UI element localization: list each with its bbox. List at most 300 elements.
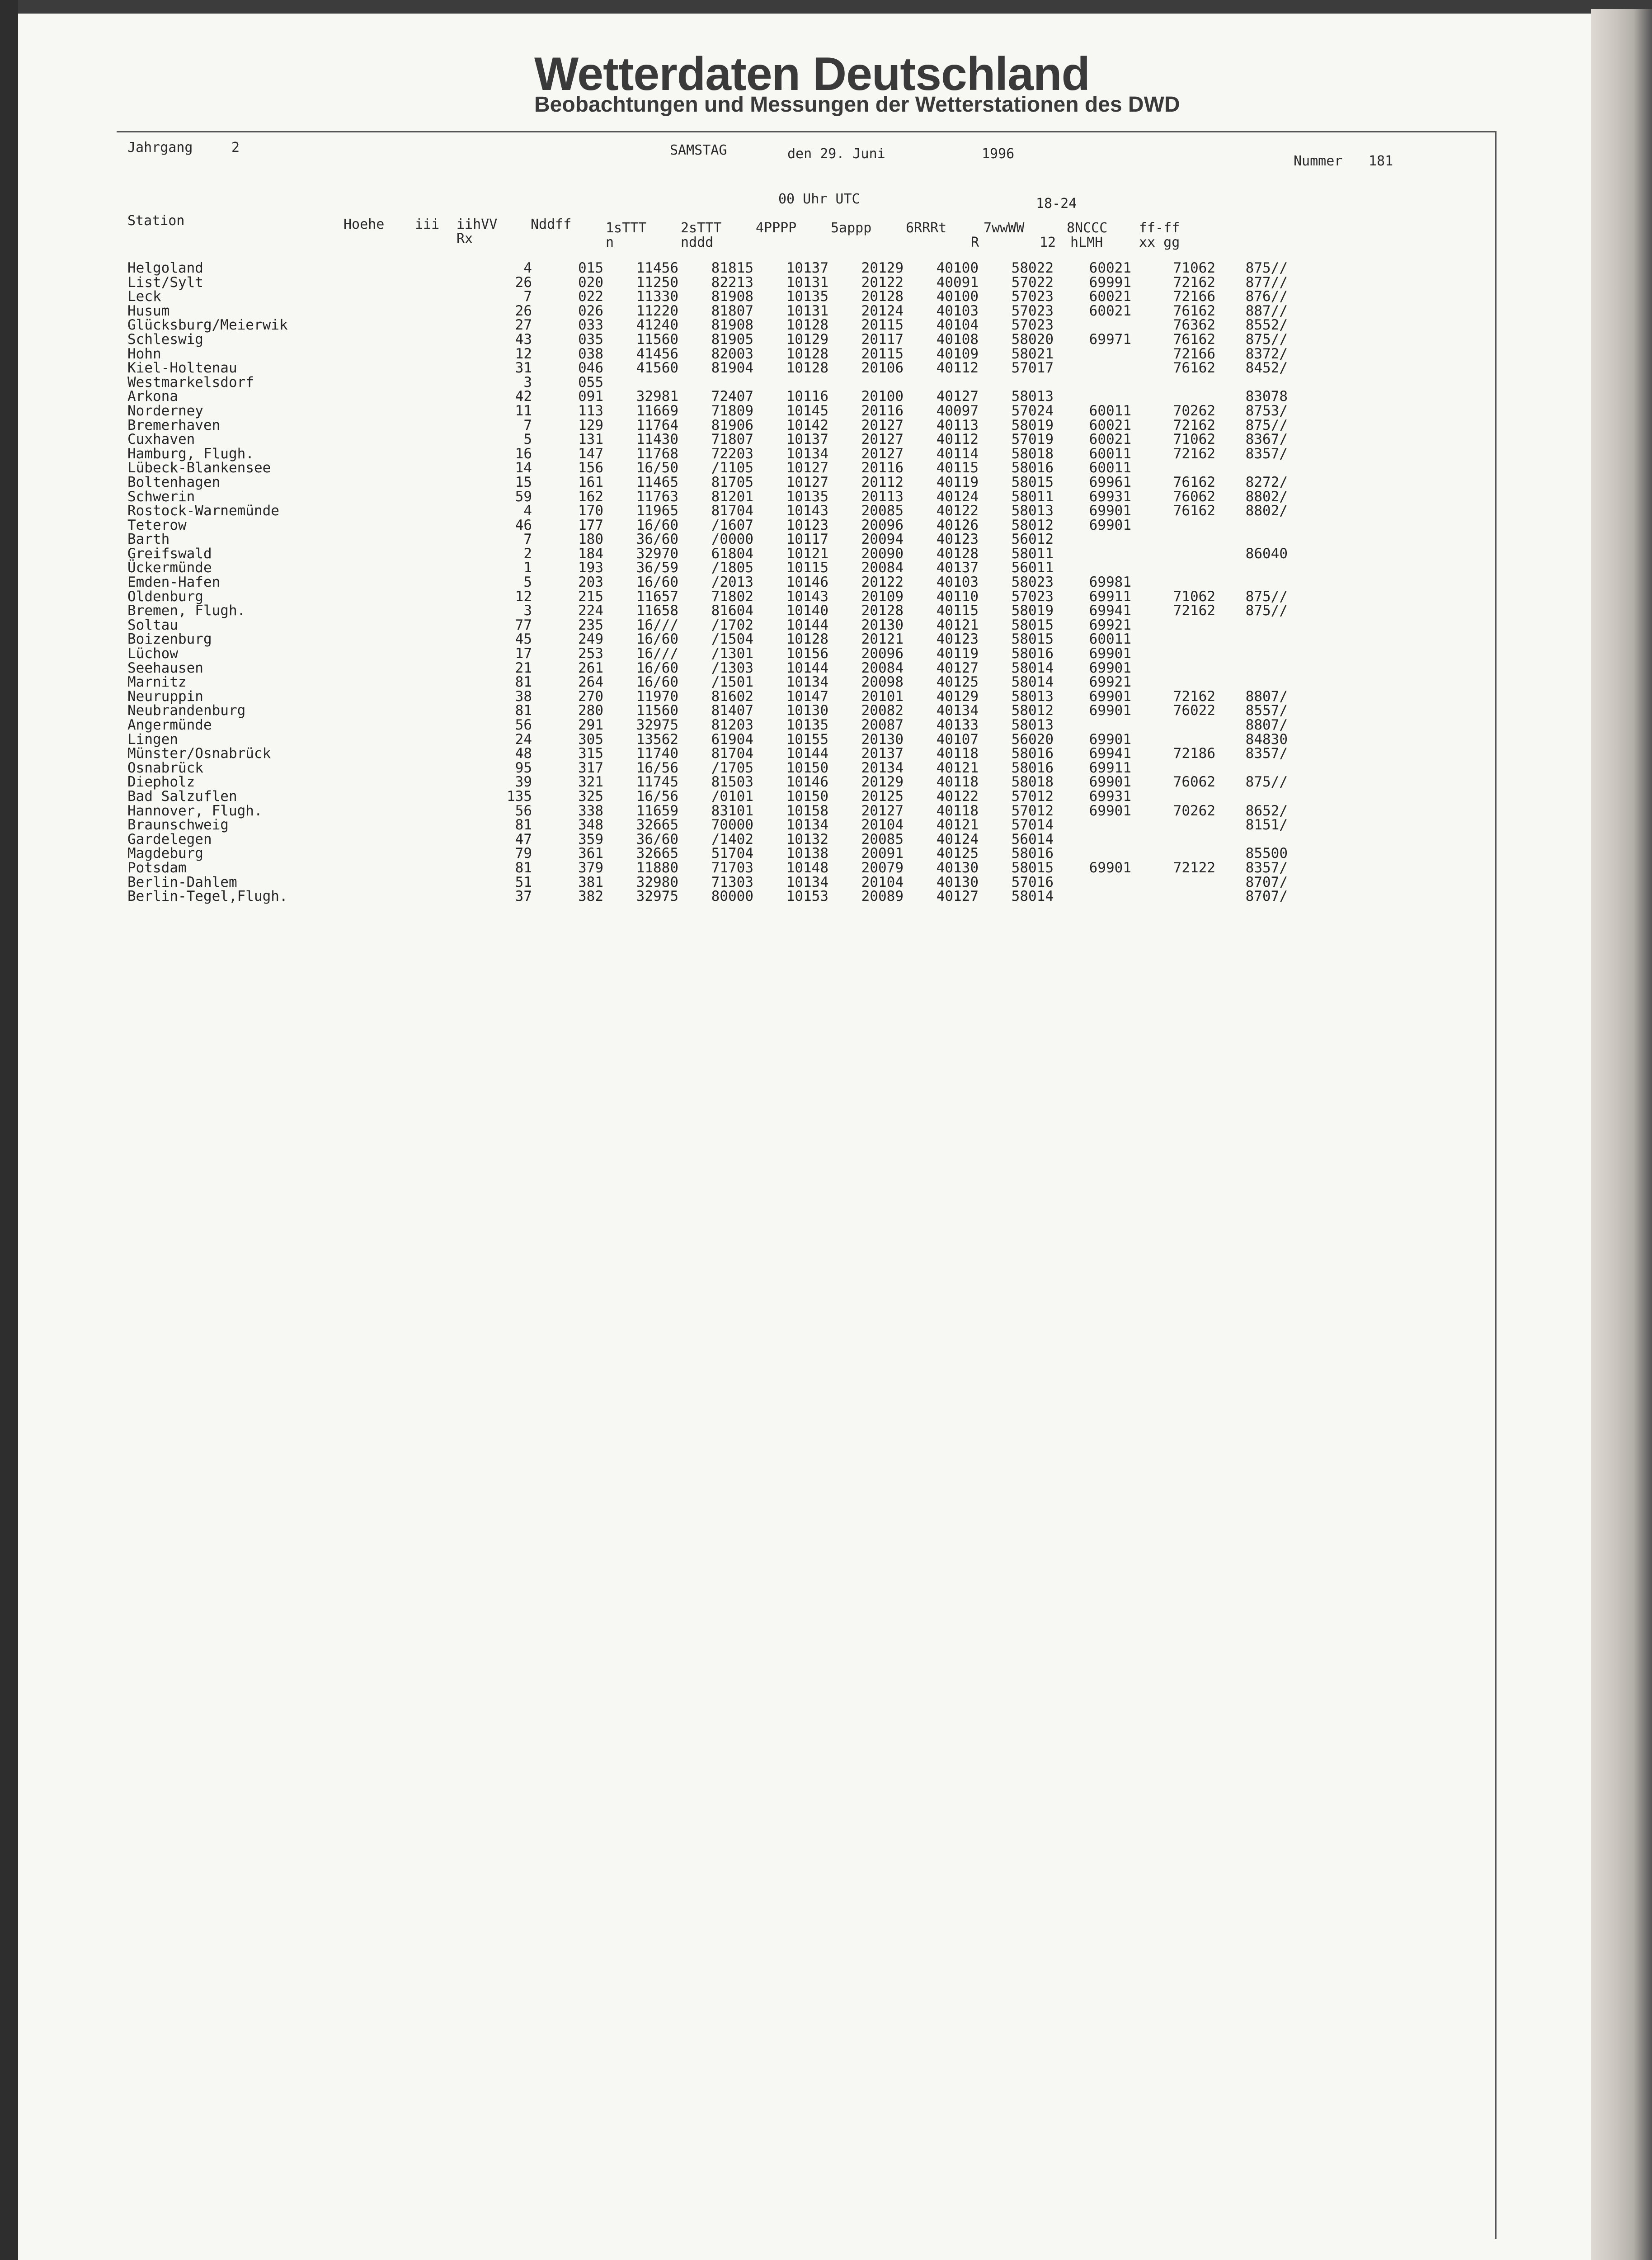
group-1sttt: 10123 (786, 517, 828, 533)
station-height: 14 (515, 460, 532, 476)
station-name: Potsdam (127, 859, 187, 876)
station-height: 5 (523, 574, 532, 591)
group-6rrrt: 69901 (1089, 731, 1131, 748)
group-gg (1342, 790, 1387, 804)
time-label: 00 Uhr UTC (778, 191, 860, 207)
station-marker (532, 532, 550, 547)
group-4pppp: 40114 (936, 445, 979, 462)
table-row (0, 833, 1387, 847)
station-height: 37 (515, 888, 532, 905)
station-iii: 035 (578, 331, 603, 348)
group-8nccc (1215, 833, 1288, 847)
group-7wwww: 71062 (1173, 431, 1215, 448)
group-gg (1342, 761, 1387, 776)
group-4pppp: 40126 (936, 517, 979, 533)
group-ff (1288, 790, 1342, 804)
group-6rrrt (1054, 361, 1131, 376)
group-5appp: 57023 (1011, 302, 1054, 319)
group-nddff: 82213 (711, 274, 753, 291)
group-iihvv: 13562 (636, 731, 678, 748)
station-iii: 162 (578, 488, 603, 505)
group-nddff: 80000 (711, 888, 753, 905)
group-6rrrt: 69931 (1089, 788, 1131, 805)
group-iihvv: 11659 (636, 802, 678, 819)
group-7wwww: 76062 (1173, 774, 1215, 791)
group-5appp: 58013 (1011, 717, 1054, 733)
table-row (0, 747, 1387, 761)
station-name: Hannover, Flugh. (127, 802, 263, 819)
group-iihvv: 36/60 (636, 831, 678, 848)
group-8nccc: 8357/ (1245, 445, 1288, 462)
group-ff (1288, 861, 1342, 876)
station-height: 81 (515, 702, 532, 719)
group-5appp: 58019 (1011, 417, 1054, 433)
group-7wwww (1131, 818, 1215, 833)
group-7wwww: 76162 (1173, 360, 1215, 377)
station-iii: 131 (578, 431, 603, 448)
observation-rows (0, 261, 1387, 904)
station-marker (532, 547, 550, 561)
group-5appp: 58016 (1011, 759, 1054, 776)
group-6rrrt (1054, 532, 1131, 547)
group-1sttt: 10129 (786, 331, 828, 348)
group-2sttt: 20113 (861, 488, 904, 505)
group-gg (1342, 376, 1387, 390)
group-gg (1342, 561, 1387, 575)
station-marker (532, 718, 550, 733)
group-gg (1342, 490, 1387, 504)
group-gg (1342, 318, 1387, 333)
group-1sttt: 10131 (786, 302, 828, 319)
group-ff (1288, 261, 1342, 276)
group-iihvv: 16/// (636, 617, 678, 633)
station-height: 81 (515, 859, 532, 876)
group-4pppp: 40108 (936, 331, 979, 348)
group-iihvv: 16/60 (636, 517, 678, 533)
station-iii: 305 (578, 731, 603, 748)
table-row (0, 861, 1387, 876)
station-marker (532, 604, 550, 618)
station-iii: 321 (578, 774, 603, 791)
group-8nccc (1215, 618, 1288, 633)
station-name: Neubrandenburg (127, 702, 246, 719)
station-iii: 224 (578, 603, 603, 619)
group-gg (1342, 675, 1387, 690)
group-ff (1288, 390, 1342, 404)
group-7wwww (1131, 376, 1215, 390)
col-7wwww-sub: 12 (1040, 235, 1056, 250)
group-2sttt: 20134 (861, 759, 904, 776)
group-6rrrt (1054, 347, 1131, 362)
group-ff (1288, 304, 1342, 319)
group-ff (1288, 532, 1342, 547)
group-2sttt: 20098 (861, 674, 904, 691)
group-6rrrt: 69991 (1089, 274, 1131, 291)
group-7wwww: 72162 (1173, 603, 1215, 619)
station-iii: 291 (578, 717, 603, 733)
group-1sttt: 10134 (786, 817, 828, 833)
station-height: 45 (515, 631, 532, 648)
table-row (0, 461, 1387, 476)
group-iihvv: 11560 (636, 331, 678, 348)
group-7wwww (1131, 532, 1215, 547)
group-8nccc (1215, 632, 1288, 647)
group-6rrrt: 60021 (1089, 417, 1131, 433)
table-row (0, 261, 1387, 276)
group-iihvv: 11430 (636, 431, 678, 448)
group-2sttt: 20096 (861, 645, 904, 662)
table-row (0, 504, 1387, 518)
group-2sttt: 20121 (861, 631, 904, 648)
group-1sttt: 10140 (786, 603, 828, 619)
table-row (0, 761, 1387, 776)
group-7wwww: 71062 (1173, 588, 1215, 605)
group-7wwww (1131, 661, 1215, 676)
group-iihvv: 11880 (636, 859, 678, 876)
group-2sttt: 20084 (861, 659, 904, 676)
station-marker (532, 390, 550, 404)
group-4pppp: 40130 (936, 859, 979, 876)
group-gg (1342, 718, 1387, 733)
station-marker (532, 447, 550, 461)
group-ff (1288, 661, 1342, 676)
group-gg (1342, 461, 1387, 476)
group-4pppp: 40115 (936, 460, 979, 476)
station-marker (532, 333, 550, 347)
station-height: 24 (515, 731, 532, 748)
group-8nccc (1215, 575, 1288, 590)
station-marker (532, 419, 550, 433)
table-row (0, 575, 1387, 590)
group-7wwww (1131, 618, 1215, 633)
group-7wwww: 76062 (1173, 488, 1215, 505)
group-nddff (678, 376, 753, 390)
weekday: SAMSTAG (670, 142, 727, 158)
group-4pppp: 40127 (936, 888, 979, 905)
group-nddff: 70000 (711, 817, 753, 833)
group-1sttt: 10147 (786, 688, 828, 705)
group-iihvv: 11965 (636, 503, 678, 519)
station-marker (532, 361, 550, 376)
station-marker (532, 304, 550, 319)
group-2sttt: 20100 (861, 388, 904, 405)
station-iii: 180 (578, 531, 603, 548)
station-height: 95 (515, 759, 532, 776)
group-nddff: 72203 (711, 445, 753, 462)
group-iihvv: 16/// (636, 645, 678, 662)
group-7wwww (1131, 461, 1215, 476)
station-iii: 113 (578, 402, 603, 419)
station-height: 21 (515, 659, 532, 676)
group-iihvv: 32975 (636, 717, 678, 733)
group-ff (1288, 847, 1342, 861)
group-ff (1288, 461, 1342, 476)
col-nddff: Nddff (531, 217, 572, 232)
station-marker (532, 704, 550, 718)
group-gg (1342, 861, 1387, 876)
station-marker (532, 747, 550, 761)
station-marker (532, 690, 550, 704)
station-iii: 129 (578, 417, 603, 433)
col-ff: ff-ff (1139, 220, 1180, 236)
table-row (0, 419, 1387, 433)
group-7wwww (1131, 547, 1215, 561)
group-1sttt: 10132 (786, 831, 828, 848)
group-1sttt: 10135 (786, 717, 828, 733)
group-ff (1288, 632, 1342, 647)
station-name: Boizenburg (127, 631, 212, 648)
masthead-subtitle: Beobachtungen und Messungen der Wetterstationen des DWD (534, 93, 1180, 117)
group-2sttt: 20128 (861, 603, 904, 619)
group-6rrrt: 60011 (1089, 445, 1131, 462)
group-4pppp: 40112 (936, 431, 979, 448)
group-6rrrt (1054, 876, 1131, 890)
group-ff (1288, 361, 1342, 376)
group-2sttt: 20127 (861, 802, 904, 819)
group-gg (1342, 847, 1387, 861)
group-4pppp: 40134 (936, 702, 979, 719)
group-iihvv: 11330 (636, 288, 678, 305)
station-name: Helgoland (127, 260, 203, 276)
table-row (0, 361, 1387, 376)
group-6rrrt: 69911 (1089, 588, 1131, 605)
table-row (0, 704, 1387, 718)
station-iii: 317 (578, 759, 603, 776)
table-row (0, 304, 1387, 319)
group-iihvv: 11657 (636, 588, 678, 605)
group-ff (1288, 376, 1342, 390)
group-nddff: /1504 (711, 631, 753, 648)
group-1sttt: 10137 (786, 260, 828, 276)
group-ff (1288, 733, 1342, 747)
station-iii: 359 (578, 831, 603, 848)
group-5appp: 57024 (1011, 402, 1054, 419)
group-ff (1288, 333, 1342, 347)
group-4pppp: 40097 (936, 402, 979, 419)
group-gg (1342, 333, 1387, 347)
station-name: Neuruppin (127, 688, 203, 705)
group-8nccc: 86040 (1245, 545, 1288, 562)
group-5appp: 57023 (1011, 288, 1054, 305)
group-4pppp: 40104 (936, 317, 979, 334)
station-iii: 235 (578, 617, 603, 633)
group-6rrrt: 69901 (1089, 802, 1131, 819)
group-nddff: 81904 (711, 360, 753, 377)
group-5appp: 58013 (1011, 388, 1054, 405)
group-ff (1288, 675, 1342, 690)
station-marker (532, 376, 550, 390)
col-6rrrt-sub: R (971, 235, 979, 250)
group-6rrrt: 69901 (1089, 645, 1131, 662)
group-8nccc: 875// (1245, 603, 1288, 619)
station-height: 135 (507, 788, 532, 805)
group-5appp: 58014 (1011, 888, 1054, 905)
group-8nccc: 8372/ (1245, 345, 1288, 362)
group-nddff: /1805 (711, 560, 753, 576)
station-iii: 015 (578, 260, 603, 276)
group-gg (1342, 532, 1387, 547)
group-7wwww: 72122 (1173, 859, 1215, 876)
col-2sttt: 2sTTT (681, 220, 722, 236)
table-row (0, 290, 1387, 304)
station-iii: 261 (578, 659, 603, 676)
group-5appp: 58016 (1011, 845, 1054, 862)
group-6rrrt: 60021 (1089, 431, 1131, 448)
group-5appp: 58015 (1011, 631, 1054, 648)
group-5appp: 57022 (1011, 274, 1054, 291)
group-2sttt: 20084 (861, 560, 904, 576)
group-8nccc: 8272/ (1245, 474, 1288, 490)
group-1sttt: 10131 (786, 274, 828, 291)
group-4pppp: 40133 (936, 717, 979, 733)
group-7wwww: 72162 (1173, 688, 1215, 705)
station-iii: 338 (578, 802, 603, 819)
group-2sttt: 20127 (861, 445, 904, 462)
table-row (0, 847, 1387, 861)
group-4pppp: 40118 (936, 802, 979, 819)
group-gg (1342, 661, 1387, 676)
group-5appp: 57023 (1011, 588, 1054, 605)
nummer-value: 181 (1369, 153, 1393, 169)
group-5appp: 58022 (1011, 260, 1054, 276)
group-1sttt: 10138 (786, 845, 828, 862)
group-nddff: 61904 (711, 731, 753, 748)
group-4pppp (904, 376, 979, 390)
group-4pppp: 40123 (936, 631, 979, 648)
group-7wwww (1131, 390, 1215, 404)
station-name: Bremerhaven (127, 417, 221, 433)
group-7wwww: 70262 (1173, 802, 1215, 819)
station-name: Arkona (127, 388, 178, 405)
group-8nccc: 8357/ (1245, 745, 1288, 762)
group-6rrrt: 69901 (1089, 503, 1131, 519)
group-nddff: /1303 (711, 659, 753, 676)
group-1sttt: 10135 (786, 288, 828, 305)
station-iii: 156 (578, 460, 603, 476)
group-1sttt: 10148 (786, 859, 828, 876)
group-iihvv: 11669 (636, 402, 678, 419)
station-name: Glücksburg/Meierwik (127, 317, 288, 334)
station-name: Barth (127, 531, 170, 548)
group-4pppp: 40123 (936, 531, 979, 548)
group-nddff: 81203 (711, 717, 753, 733)
group-ff (1288, 347, 1342, 362)
station-iii: 184 (578, 545, 603, 562)
group-6rrrt (1054, 890, 1131, 904)
station-height: 12 (515, 588, 532, 605)
group-1sttt: 10137 (786, 431, 828, 448)
group-6rrrt: 69911 (1089, 759, 1131, 776)
group-2sttt: 20090 (861, 545, 904, 562)
table-row (0, 376, 1387, 390)
group-1sttt: 10128 (786, 345, 828, 362)
observation-table (0, 261, 1387, 904)
group-iihvv: 11220 (636, 302, 678, 319)
group-1sttt: 10144 (786, 617, 828, 633)
group-gg (1342, 590, 1387, 604)
group-4pppp: 40122 (936, 503, 979, 519)
group-4pppp: 40127 (936, 659, 979, 676)
group-1sttt: 10134 (786, 874, 828, 890)
group-7wwww: 72162 (1173, 417, 1215, 433)
group-1sttt: 10142 (786, 417, 828, 433)
group-5appp: 56012 (1011, 531, 1054, 548)
group-4pppp: 40119 (936, 474, 979, 490)
group-1sttt: 10155 (786, 731, 828, 748)
station-name: Norderney (127, 402, 203, 419)
station-iii: 161 (578, 474, 603, 490)
group-2sttt: 20124 (861, 302, 904, 319)
group-gg (1342, 419, 1387, 433)
station-marker (532, 833, 550, 847)
group-nddff: 82003 (711, 345, 753, 362)
group-8nccc: 8707/ (1245, 874, 1288, 890)
group-2sttt: 20129 (861, 260, 904, 276)
group-iihvv: 32665 (636, 845, 678, 862)
group-ff (1288, 419, 1342, 433)
group-ff (1288, 504, 1342, 518)
station-marker (532, 890, 550, 904)
group-5appp: 58012 (1011, 517, 1054, 533)
station-height: 1 (523, 560, 532, 576)
station-height: 2 (523, 545, 532, 562)
group-ff (1288, 876, 1342, 890)
group-2sttt: 20116 (861, 460, 904, 476)
station-marker (532, 804, 550, 819)
group-8nccc: 875// (1245, 774, 1288, 791)
station-name: Oldenburg (127, 588, 203, 605)
group-gg (1342, 276, 1387, 290)
station-iii: 381 (578, 874, 603, 890)
group-8nccc: 85500 (1245, 845, 1288, 862)
station-marker (532, 561, 550, 575)
group-6rrrt (1054, 318, 1131, 333)
group-gg (1342, 618, 1387, 633)
col-1sttt: 1sTTT (606, 220, 647, 236)
group-6rrrt: 69901 (1089, 774, 1131, 791)
group-2sttt: 20082 (861, 702, 904, 719)
group-2sttt: 20096 (861, 517, 904, 533)
group-iihvv: 32970 (636, 545, 678, 562)
group-nddff: 81815 (711, 260, 753, 276)
station-height: 7 (523, 417, 532, 433)
group-7wwww (1131, 675, 1215, 690)
group-2sttt: 20089 (861, 888, 904, 905)
group-ff (1288, 276, 1342, 290)
station-name: Magdeburg (127, 845, 203, 862)
station-name: Leck (127, 288, 161, 305)
group-iihvv: 16/60 (636, 659, 678, 676)
group-ff (1288, 561, 1342, 575)
group-iihvv: 16/56 (636, 759, 678, 776)
station-marker (532, 347, 550, 362)
group-nddff: 81704 (711, 503, 753, 519)
group-nddff: /2013 (711, 574, 753, 591)
group-4pppp: 40121 (936, 759, 979, 776)
group-ff (1288, 604, 1342, 618)
station-name: Lingen (127, 731, 178, 748)
station-height: 16 (515, 445, 532, 462)
table-row (0, 390, 1387, 404)
group-ff (1288, 718, 1342, 733)
group-2sttt: 20104 (861, 817, 904, 833)
group-4pppp: 40115 (936, 603, 979, 619)
group-ff (1288, 518, 1342, 533)
group-ff (1288, 490, 1342, 504)
station-marker (532, 618, 550, 633)
group-ff (1288, 890, 1342, 904)
group-2sttt: 20122 (861, 574, 904, 591)
